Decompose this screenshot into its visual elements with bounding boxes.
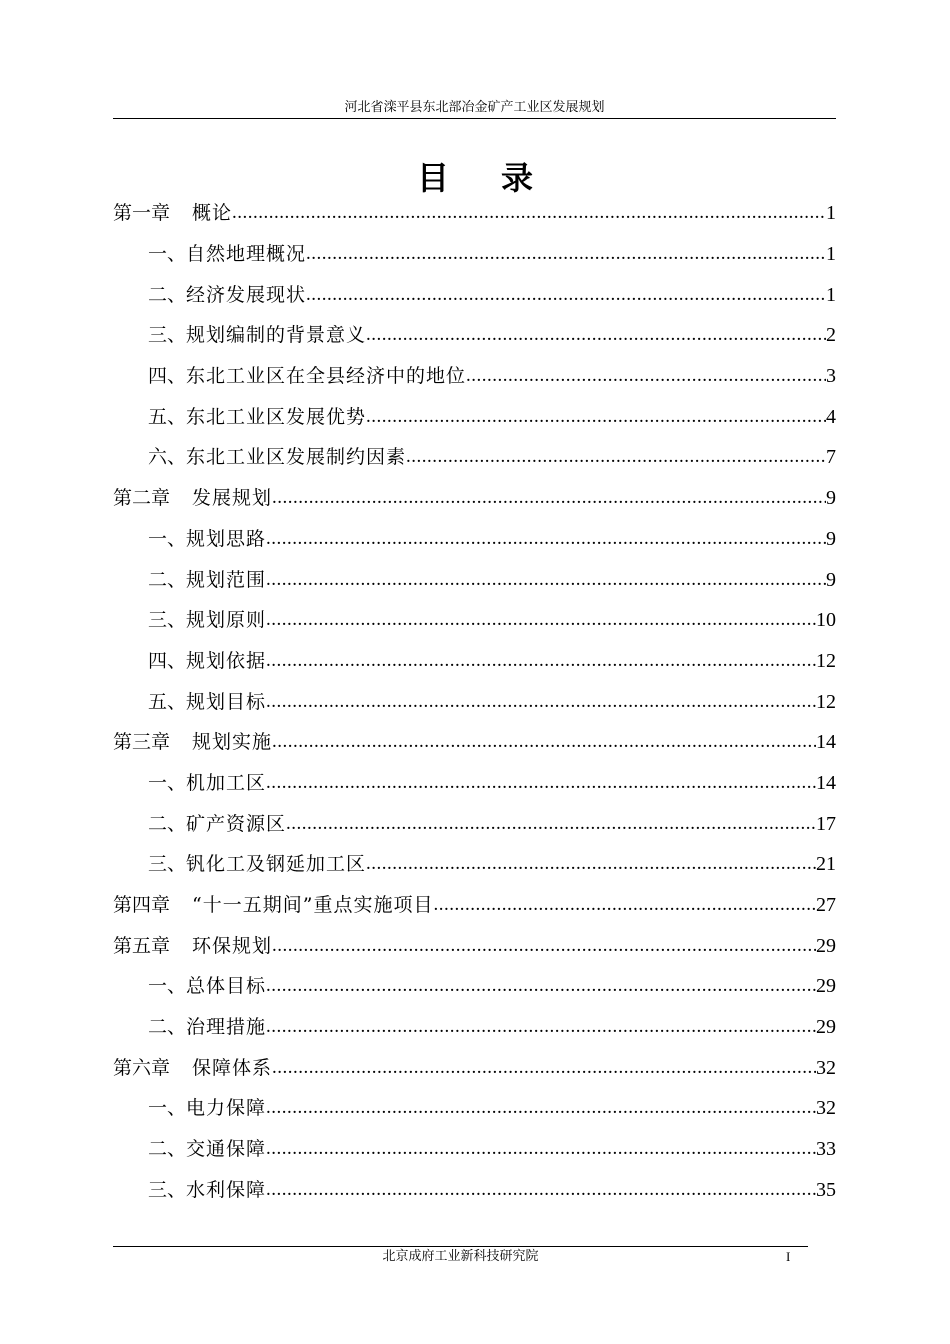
- toc-dot-leader: [306, 283, 826, 307]
- toc-entry-page: 12: [816, 690, 836, 713]
- toc-dot-leader: [406, 445, 826, 469]
- toc-entry-label: 自然地理概况: [186, 243, 307, 266]
- toc-dot-leader: [266, 527, 826, 551]
- toc-entry-label: 矿产资源区: [186, 812, 287, 835]
- toc-entry-number: 四、: [148, 365, 187, 388]
- toc-dot-leader: [366, 405, 826, 429]
- toc-entry-page: 4: [826, 405, 836, 428]
- toc-entry-page: 32: [816, 1097, 836, 1120]
- toc-entry-number: 二、: [148, 1016, 187, 1039]
- toc-dot-leader: [266, 1015, 816, 1039]
- toc-entry-label: 规划思路: [186, 527, 267, 550]
- toc-entry-label: 规划目标: [186, 690, 267, 713]
- toc-entry-number: 第一章: [113, 202, 171, 225]
- toc-entry-label: 保障体系: [192, 1056, 273, 1079]
- toc-section-entry[interactable]: [113, 803, 836, 844]
- toc-entry-number: 第三章: [113, 731, 171, 754]
- toc-section-entry[interactable]: [113, 356, 836, 397]
- footer-divider: [113, 1246, 808, 1247]
- toc-entry-label: 电力保障: [186, 1097, 267, 1120]
- toc-dot-leader: [433, 893, 816, 917]
- toc-entry-number: 一、: [148, 1097, 187, 1120]
- toc-entry-number: 二、: [148, 283, 187, 306]
- toc-chapter-entry[interactable]: [113, 885, 836, 926]
- toc-dot-leader: [466, 364, 826, 388]
- toc-entry-number: 四、: [148, 649, 187, 672]
- toc-chapter-entry[interactable]: [113, 193, 836, 234]
- toc-dot-leader: [266, 1096, 816, 1120]
- toc-entry-page: 35: [816, 1178, 836, 1201]
- toc-section-entry[interactable]: [113, 1088, 836, 1129]
- page-header-title: 河北省滦平县东北部冶金矿产工业区发展规划: [344, 100, 605, 115]
- toc-entry-page: 27: [816, 894, 836, 917]
- toc-section-entry[interactable]: [113, 763, 836, 804]
- toc-section-entry[interactable]: [113, 315, 836, 356]
- toc-dot-leader: [266, 690, 816, 714]
- toc-entry-label: 机加工区: [186, 771, 267, 794]
- toc-chapter-entry[interactable]: [113, 925, 836, 966]
- toc-entry-page: 10: [816, 609, 836, 632]
- toc-entry-page: 1: [826, 202, 836, 225]
- toc-entry-page: 1: [826, 283, 836, 306]
- toc-entry-page: 29: [816, 975, 836, 998]
- toc-entry-number: 第四章: [113, 894, 171, 917]
- toc-dot-leader: [266, 771, 816, 795]
- toc-dot-leader: [232, 201, 826, 225]
- toc-entry-label: 东北工业区在全县经济中的地位: [186, 365, 467, 388]
- toc-entry-number: 五、: [148, 405, 187, 428]
- toc-entry-page: 3: [826, 365, 836, 388]
- toc-entry-number: 二、: [148, 568, 187, 591]
- toc-entry-page: 9: [826, 487, 836, 510]
- toc-dot-leader: [366, 323, 826, 347]
- toc-entry-number: 第五章: [113, 934, 171, 957]
- toc-dot-leader: [266, 1178, 816, 1202]
- toc-entry-label: 东北工业区发展制约因素: [186, 446, 407, 469]
- toc-dot-leader: [272, 486, 826, 510]
- toc-entry-page: 12: [816, 649, 836, 672]
- toc-entry-label: 发展规划: [192, 487, 273, 510]
- toc-chapter-entry[interactable]: [113, 1047, 836, 1088]
- footer-page-number: I: [786, 1249, 791, 1264]
- toc-entry-number: 三、: [148, 609, 187, 632]
- toc-section-entry[interactable]: [113, 396, 836, 437]
- toc-entry-label: 概论: [192, 202, 233, 225]
- header-divider: [113, 118, 836, 119]
- toc-entry-page: 33: [816, 1138, 836, 1161]
- toc-entry-label: 规划范围: [186, 568, 267, 591]
- toc-section-entry[interactable]: [113, 966, 836, 1007]
- toc-entry-page: 9: [826, 527, 836, 550]
- toc-entry-label: 规划依据: [186, 649, 267, 672]
- toc-entry-label: 钒化工及钢延加工区: [186, 853, 367, 876]
- toc-entry-label: “十一五期间”重点实施项目: [192, 894, 434, 917]
- toc-dot-leader: [266, 608, 816, 632]
- toc-entry-number: 二、: [148, 1138, 187, 1161]
- toc-dot-leader: [266, 568, 826, 592]
- footer-organization: 北京成府工业新科技研究院: [382, 1249, 539, 1264]
- toc-section-entry[interactable]: [113, 234, 836, 275]
- toc-entry-number: 第二章: [113, 487, 171, 510]
- toc-entry-label: 总体目标: [186, 975, 267, 998]
- toc-entry-page: 32: [816, 1056, 836, 1079]
- toc-entry-label: 规划实施: [192, 731, 273, 754]
- toc-entry-number: 一、: [148, 527, 187, 550]
- toc-entry-number: 一、: [148, 975, 187, 998]
- toc-dot-leader: [266, 974, 816, 998]
- toc-entry-page: 29: [816, 934, 836, 957]
- toc-dot-leader: [272, 730, 816, 754]
- toc-entry-page: 14: [816, 771, 836, 794]
- toc-entry-label: 东北工业区发展优势: [186, 405, 367, 428]
- toc-entry-number: 三、: [148, 1178, 187, 1201]
- toc-section-entry[interactable]: [113, 519, 836, 560]
- toc-entry-number: 一、: [148, 771, 187, 794]
- toc-entry-page: 2: [826, 324, 836, 347]
- toc-entry-page: 9: [826, 568, 836, 591]
- toc-dot-leader: [306, 242, 826, 266]
- toc-entry-label: 水利保障: [186, 1178, 267, 1201]
- toc-entry-number: 五、: [148, 690, 187, 713]
- toc-entry-label: 治理措施: [186, 1016, 267, 1039]
- toc-entry-number: 三、: [148, 324, 187, 347]
- toc-entry-page: 21: [816, 853, 836, 876]
- toc-section-entry[interactable]: [113, 681, 836, 722]
- toc-entry-number: 一、: [148, 243, 187, 266]
- toc-entry-label: 规划原则: [186, 609, 267, 632]
- toc-entry-label: 规划编制的背景意义: [186, 324, 367, 347]
- toc-dot-leader: [266, 1137, 816, 1161]
- toc-entry-label: 环保规划: [192, 934, 273, 957]
- toc-entry-label: 经济发展现状: [186, 283, 307, 306]
- toc-section-entry[interactable]: [113, 1170, 836, 1211]
- toc-title: 目录: [416, 159, 585, 197]
- toc-entry-number: 三、: [148, 853, 187, 876]
- toc-section-entry[interactable]: [113, 274, 836, 315]
- toc-dot-leader: [272, 1056, 816, 1080]
- toc-section-entry[interactable]: [113, 600, 836, 641]
- toc-entry-number: 第六章: [113, 1056, 171, 1079]
- toc-dot-leader: [366, 852, 816, 876]
- toc-section-entry[interactable]: [113, 844, 836, 885]
- toc-entry-number: 二、: [148, 812, 187, 835]
- toc-entry-page: 14: [816, 731, 836, 754]
- toc-section-entry[interactable]: [113, 437, 836, 478]
- toc-entry-page: 7: [826, 446, 836, 469]
- toc-dot-leader: [286, 812, 816, 836]
- toc-dot-leader: [266, 649, 816, 673]
- toc-entry-label: 交通保障: [186, 1138, 267, 1161]
- toc-section-entry[interactable]: [113, 1129, 836, 1170]
- toc-chapter-entry[interactable]: [113, 478, 836, 519]
- toc-section-entry[interactable]: [113, 641, 836, 682]
- toc-section-entry[interactable]: [113, 559, 836, 600]
- toc-section-entry[interactable]: [113, 1007, 836, 1048]
- toc-dot-leader: [272, 934, 816, 958]
- table-of-contents: [113, 193, 836, 1210]
- toc-entry-number: 六、: [148, 446, 187, 469]
- toc-entry-page: 1: [826, 243, 836, 266]
- toc-entry-page: 17: [816, 812, 836, 835]
- toc-chapter-entry[interactable]: [113, 722, 836, 763]
- toc-entry-page: 29: [816, 1016, 836, 1039]
